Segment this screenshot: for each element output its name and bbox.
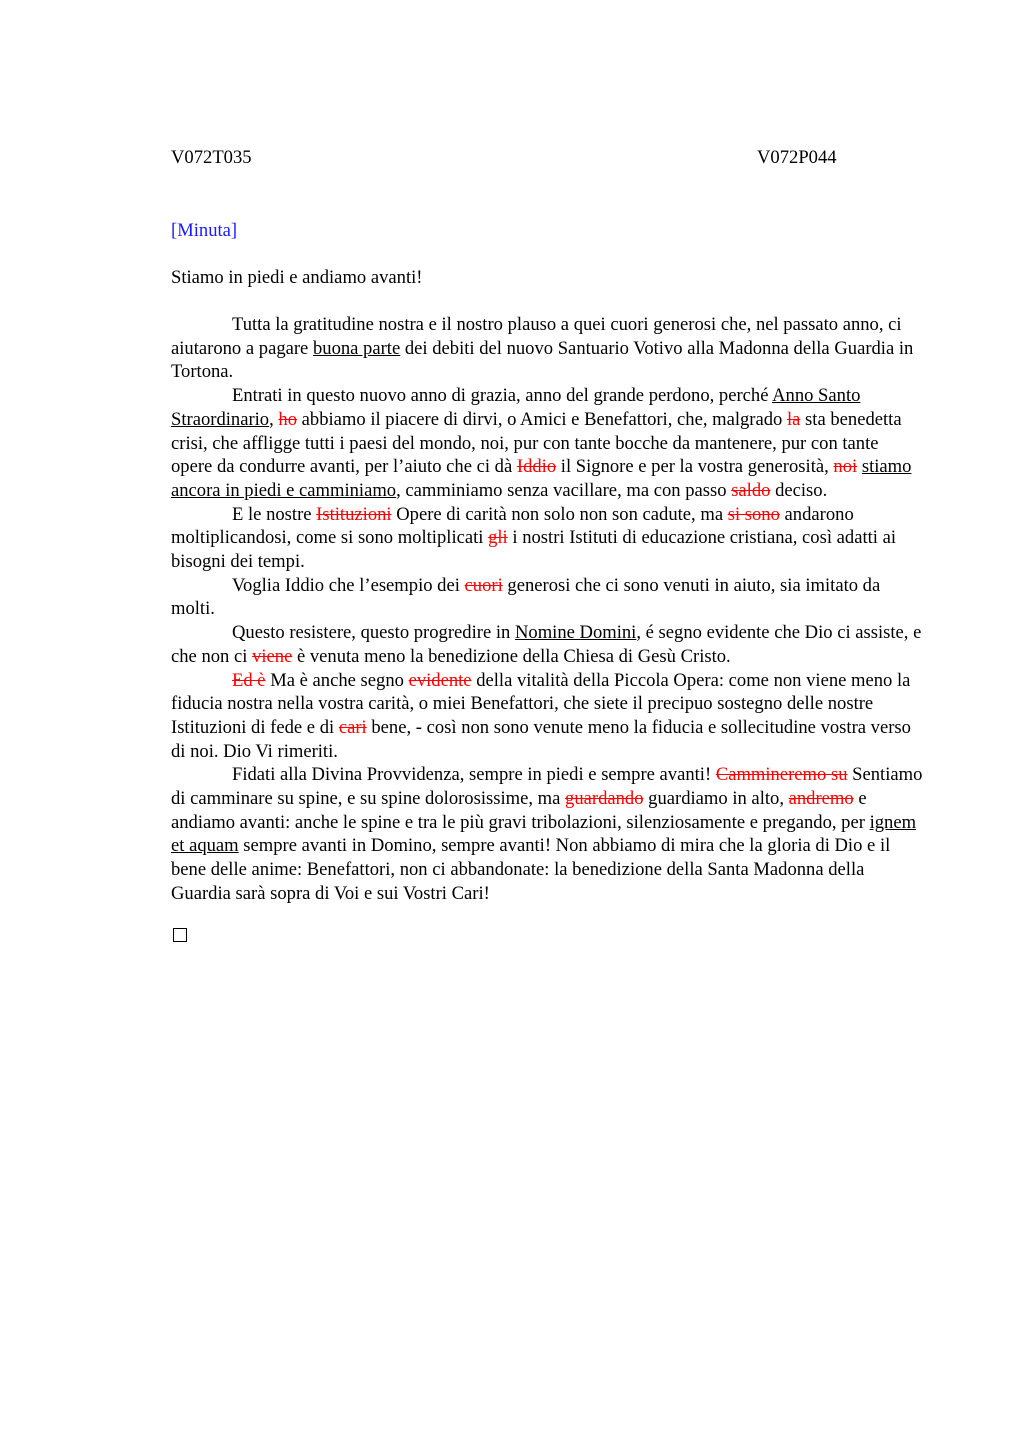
deleted-text: andremo [788, 788, 854, 810]
document-page [171, 146, 923, 942]
deleted-text: guardando [565, 788, 644, 810]
deleted-text: la [786, 408, 801, 430]
text-segment: sta benedetta crisi, che affligge tutti i paesi del mondo, noi, pur con tante bocche da mantenere, pur con tante opere da condurre avanti, per l’aiuto che ci dà [171, 408, 902, 478]
text-segment: bene, - così non sono venute meno la fiducia e sollecitudine vostra verso di noi. Dio Vi rimeriti. [171, 716, 911, 762]
text-segment: e andiamo avanti: anche le spine e tra le più gravi tribolazioni, silenziosamente e pregando, per [171, 788, 870, 833]
text-segment: dei debiti del nuovo Santuario Votivo alla Madonna della Guardia in Tortona. [171, 337, 914, 383]
body-paragraph [171, 763, 923, 905]
deleted-text: Iddio [516, 456, 557, 478]
underlined-text: Anno Santo Straordinario [171, 385, 861, 430]
deleted-text: si sono [727, 503, 780, 525]
deleted-text: saldo [731, 479, 771, 501]
document-title: Stiamo in piedi e andiamo avanti! [171, 267, 423, 288]
text-segment: Entrati in questo nuovo anno di grazia, anno del grande perdono, perché [232, 385, 773, 407]
text-segment: Fidati alla Divina Provvidenza, sempre in piedi e sempre avanti! [232, 764, 716, 786]
underlined-text: Nomine Domini [514, 622, 637, 644]
square-outline-icon [173, 928, 187, 942]
underlined-text: stiamo ancora in piedi e camminiamo [171, 456, 912, 501]
body-paragraph [171, 313, 923, 384]
deleted-text: gli [488, 527, 508, 549]
underlined-text: buona parte [312, 337, 401, 359]
text-segment: della vitalità della Piccola Opera: come non viene meno la fiducia nostra nella vostra carità, o miei Benefattori, che siete il precipuo sostegno delle nostre Istituzioni di fede e di [171, 669, 911, 738]
body-paragraph [171, 384, 923, 503]
text-segment: abbiamo il piacere di dirvi, o Amici e Benefattori, che, malgrado [297, 408, 787, 430]
text-segment: , é segno evidente che Dio ci assiste, e che non ci [171, 622, 922, 667]
text-segment: Ma è anche segno [265, 669, 409, 691]
deleted-text: evidente [408, 669, 472, 691]
text-segment: andarono moltiplicandosi, come si sono moltiplicati [171, 503, 854, 549]
deleted-text: ho [278, 408, 297, 430]
text-segment: Questo resistere, questo progredire in [232, 622, 515, 644]
deleted-text: Cammineremo su [715, 764, 848, 786]
deleted-text: noi [833, 456, 858, 478]
deleted-text: Istituzioni [316, 503, 392, 525]
text-segment: guardiamo in alto, [643, 788, 789, 810]
text-segment: è venuta meno la benedizione della Chiesa di Gesù Cristo. [292, 645, 731, 667]
minuta-label: [Minuta] [171, 220, 238, 241]
deleted-text: Ed è [232, 669, 266, 691]
body-paragraph [171, 669, 923, 764]
text-segment: Sentiamo di camminare su spine, e su spine dolorosissime, ma [171, 764, 923, 810]
text-segment: sempre avanti in Domino, sempre avanti! Non abbiamo di mira che la gloria di Dio e il bene delle anime: Benefattori, non ci abbandonate: la benedizione della Santa Madonna della Guardia sarà sopra di Voi e sui Vostri Cari! [171, 835, 891, 904]
text-segment: generosi che ci sono venuti in aiuto, sia imitato da molti. [171, 574, 881, 620]
body-paragraph [171, 621, 923, 668]
document-code-right: V072P044 [757, 147, 837, 168]
text-segment: il Signore e per la vostra generosità, [556, 456, 834, 478]
document-code-left: V072T035 [171, 147, 252, 168]
text-segment: E le nostre [232, 503, 317, 525]
text-segment: deciso. [770, 479, 828, 501]
text-segment: Tutta la gratitudine nostra e il nostro plauso a quei cuori generosi che, nel passato anno, ci aiutarono a pagare [171, 314, 902, 359]
underlined-text: ignem et aquam [171, 811, 917, 857]
body-paragraph [171, 574, 923, 621]
body-paragraph [171, 503, 923, 574]
text-segment: , camminiamo senza vacillare, ma con passo [396, 479, 732, 501]
document-header [171, 146, 923, 170]
deleted-text: cari [338, 716, 367, 738]
deleted-text: viene [252, 645, 293, 667]
text-segment: Opere di carità non solo non son cadute, ma [391, 503, 728, 525]
text-segment: , [269, 408, 279, 430]
deleted-text: cuori [464, 574, 503, 596]
text-segment: i nostri Istituti di educazione cristiana, così adatti ai bisogni dei tempi. [171, 527, 897, 573]
document-body [171, 313, 923, 906]
text-segment: Voglia Iddio che l’esempio dei [232, 574, 465, 596]
